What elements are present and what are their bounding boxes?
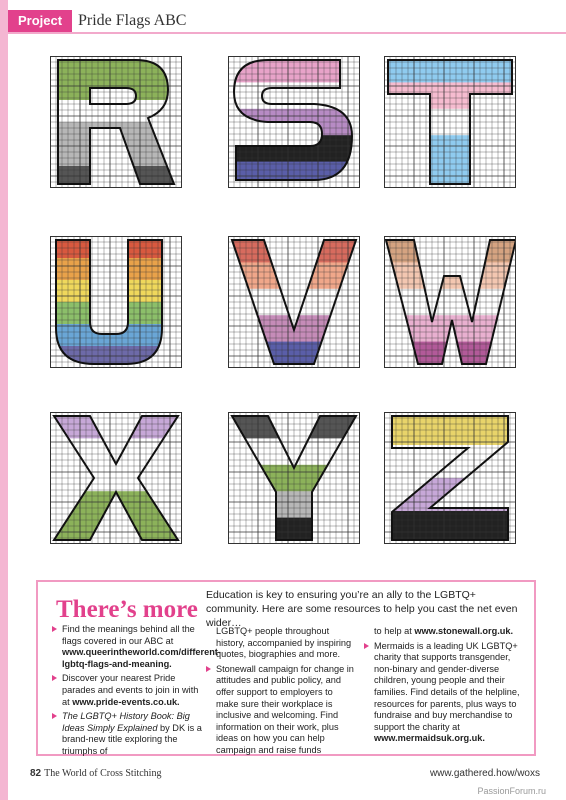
- website-link[interactable]: www.gathered.how/woxs: [429, 768, 540, 779]
- link-queerintheworld[interactable]: www.queerintheworld.com/different-lgbtq-flags-and-meaning.: [62, 647, 221, 669]
- page-title: Pride Flags ABC: [78, 12, 187, 29]
- chart-letter-s: [228, 56, 360, 188]
- panel-intro: Education is key to ensuring you’re an ally to the LGBTQ+ community. Here are some resources to help you cast the net even wider…: [206, 589, 518, 629]
- chart-letter-x: [50, 412, 182, 544]
- triangle-bullet-icon: [364, 643, 369, 649]
- page-number: 82: [30, 768, 42, 779]
- chart-letter-z: [384, 412, 516, 544]
- chart-letter-y: [228, 412, 360, 544]
- theres-more-panel: [36, 580, 536, 756]
- resources-column-1: [52, 624, 221, 761]
- chart-letter-u: [50, 236, 182, 368]
- link-mermaids[interactable]: www.mermaidsuk.org.uk.: [374, 733, 485, 744]
- list-item-continued: to help at www.stonewall.org.uk.: [374, 626, 514, 636]
- chart-letter-w: [384, 236, 516, 368]
- list-item: Mermaids is a leading UK LGBTQ+ charity that supports transgender, non-binary and gender-diverse children, young people and their families. Find details of the helpline, resources for parents, plus ways to fundraise and buy merchandise to support the charity at www.mermaidsuk.org.uk.: [364, 641, 524, 745]
- chart-letter-v: [228, 236, 360, 368]
- list-item: Find the meanings behind all the flags covered in our ABC at www.queerintheworld.com/different-lgbtq-flags-and-meaning.: [52, 624, 202, 670]
- magazine-name: The World of Cross Stitching: [44, 768, 162, 779]
- section-badge: Project: [8, 10, 72, 32]
- list-item: Stonewall campaign for change in attitudes and public policy, and offer support to employers to make sure their workplace is inclusive and welcoming. Find information on their work, plus ideas on how you can help campaign and raise funds: [206, 664, 356, 757]
- resources-column-2: [206, 626, 356, 760]
- panel-title: There’s more: [56, 596, 198, 623]
- left-page-stripe: [0, 0, 8, 800]
- list-item-continued: LGBTQ+ people throughout history, accompanied by inspiring quotes, biographies and more.: [216, 626, 352, 660]
- list-item: The LGBTQ+ History Book: Big Ideas Simply Explained by DK is a brand-new title exploring the triumphs of: [52, 711, 202, 757]
- page-header: [8, 10, 566, 32]
- watermark: PassionForum.ru: [477, 786, 546, 796]
- page-footer: [30, 768, 540, 784]
- triangle-bullet-icon: [52, 713, 57, 719]
- chart-letter-r: [50, 56, 182, 188]
- chart-letter-t: [384, 56, 516, 188]
- link-pride-events[interactable]: www.pride-events.co.uk.: [72, 696, 180, 707]
- link-stonewall[interactable]: www.stonewall.org.uk.: [414, 626, 514, 636]
- list-item: Discover your nearest Pride parades and events to join in with at www.pride-events.co.uk.: [52, 673, 202, 708]
- triangle-bullet-icon: [206, 666, 211, 672]
- triangle-bullet-icon: [52, 626, 57, 632]
- header-divider: [8, 32, 566, 34]
- resources-column-3: [364, 626, 524, 748]
- triangle-bullet-icon: [52, 675, 57, 681]
